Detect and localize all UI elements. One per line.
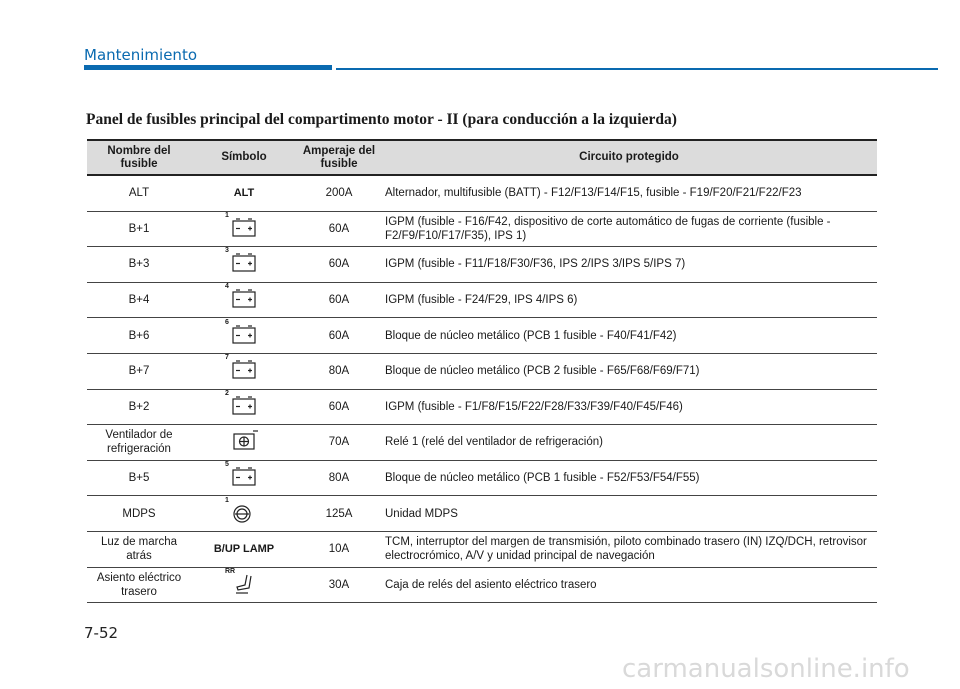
fuse-circuit: IGPM (fusible - F16/F42, dispositivo de corte automático de fugas de corriente (fusible - F2/F9/F10/F17/F35), IPS 1) [381, 211, 877, 247]
fuse-amperage: 30A [297, 567, 381, 603]
fuse-circuit: Bloque de núcleo metálico (PCB 2 fusible - F65/F68/F69/F71) [381, 353, 877, 389]
table-row [87, 425, 877, 461]
table-row [87, 318, 877, 354]
fuse-symbol-cell [191, 389, 297, 425]
battery-icon [214, 211, 274, 239]
watermark: carmanualsonline.info [622, 654, 910, 684]
battery-icon [214, 247, 274, 274]
col-header-name: Nombre del fusible [87, 140, 191, 175]
fuse-circuit: Bloque de núcleo metálico (PCB 1 fusible - F52/F53/F54/F55) [381, 460, 877, 496]
table-row [87, 353, 877, 389]
symbol-index: 5 [225, 461, 229, 469]
fuse-symbol-cell [191, 318, 297, 354]
fuse-name: B+4 [87, 282, 191, 318]
fuse-symbol-cell [191, 247, 297, 283]
table-row [87, 175, 877, 211]
section-title: Mantenimiento [84, 46, 197, 64]
fuse-circuit: Caja de relés del asiento eléctrico trasero [381, 567, 877, 603]
table-row [87, 211, 877, 247]
fuse-circuit: IGPM (fusible - F1/F8/F15/F22/F28/F33/F39/F40/F45/F46) [381, 389, 877, 425]
fuse-symbol-cell [191, 282, 297, 318]
fuse-amperage: 80A [297, 353, 381, 389]
symbol-index: 1 [225, 496, 229, 504]
fuse-name: B+2 [87, 389, 191, 425]
fuse-name: B+1 [87, 211, 191, 247]
table-row [87, 496, 877, 532]
fuse-symbol-cell [191, 175, 297, 211]
header-rule-thin [336, 68, 938, 70]
fuse-amperage: 60A [297, 282, 381, 318]
symbol-index: 6 [225, 318, 229, 326]
fuse-name: B+3 [87, 247, 191, 283]
symbol-index: 1 [225, 211, 229, 219]
fuse-circuit: Unidad MDPS [381, 496, 877, 532]
fuse-amperage: 60A [297, 211, 381, 247]
col-header-amperage: Amperaje del fusible [297, 140, 381, 175]
fuse-table-body [87, 175, 877, 603]
symbol-index: RR [225, 567, 236, 575]
symbol-index: 2 [225, 389, 229, 397]
fuse-amperage: 80A [297, 460, 381, 496]
fuse-name: ALT [87, 175, 191, 211]
table-row [87, 531, 877, 567]
table-row [87, 282, 877, 318]
symbol-text: ALT [233, 187, 255, 200]
fuse-symbol-cell [191, 496, 297, 532]
fuse-circuit: IGPM (fusible - F24/F29, IPS 4/IPS 6) [381, 282, 877, 318]
symbol-index: 3 [225, 247, 229, 255]
fuse-amperage: 10A [297, 531, 381, 567]
fuse-symbol-cell [191, 567, 297, 603]
table-row [87, 389, 877, 425]
fuse-name: MDPS [87, 496, 191, 532]
fuse-circuit: Relé 1 (relé del ventilador de refrigeración) [381, 425, 877, 461]
battery-icon [214, 461, 274, 488]
steering-icon [214, 496, 274, 524]
fuse-amperage: 60A [297, 318, 381, 354]
fuse-circuit: Alternador, multifusible (BATT) - F12/F13/F14/F15, fusible - F19/F20/F21/F22/F23 [381, 175, 877, 211]
fuse-amperage: 60A [297, 389, 381, 425]
fuse-amperage: 200A [297, 175, 381, 211]
table-header-row [87, 140, 877, 175]
fuse-circuit: IGPM (fusible - F11/F18/F30/F36, IPS 2/IPS 3/IPS 5/IPS 7) [381, 247, 877, 283]
fuse-name: Luz de marcha atrás [87, 531, 191, 567]
table-title: Panel de fusibles principal del compartimento motor - II (para conducción a la izquierda) [86, 111, 677, 128]
table-row [87, 460, 877, 496]
fuse-circuit: TCM, interruptor del margen de transmisión, piloto combinado trasero (IN) IZQ/DCH, retrovisor electrocrómico, A/V y unidad principal de navegación [381, 531, 877, 567]
fuse-amperage: 70A [297, 425, 381, 461]
table-row [87, 247, 877, 283]
battery-icon [214, 354, 274, 381]
fuse-symbol-cell [191, 425, 297, 461]
seat-icon [214, 567, 274, 595]
fuse-name: B+7 [87, 353, 191, 389]
col-header-circuit: Circuito protegido [381, 140, 877, 175]
fan-icon [214, 428, 274, 452]
fuse-name: B+5 [87, 460, 191, 496]
symbol-index: 4 [225, 283, 229, 291]
col-header-symbol: Símbolo [191, 140, 297, 175]
fuse-name: Asiento eléctrico trasero [87, 567, 191, 603]
symbol-text: B/UP LAMP [213, 543, 275, 556]
table-row [87, 567, 877, 603]
symbol-index: 7 [225, 354, 229, 362]
fuse-name: B+6 [87, 318, 191, 354]
fuse-symbol-cell [191, 353, 297, 389]
fuse-amperage: 60A [297, 247, 381, 283]
fuse-circuit: Bloque de núcleo metálico (PCB 1 fusible - F40/F41/F42) [381, 318, 877, 354]
battery-icon [214, 283, 274, 310]
fuse-table [87, 139, 877, 603]
fuse-symbol-cell [191, 211, 297, 247]
fuse-symbol-cell [191, 531, 297, 567]
battery-icon [214, 389, 274, 417]
header-rule-thick [84, 65, 332, 70]
page-number: 7-52 [84, 624, 119, 642]
fuse-amperage: 125A [297, 496, 381, 532]
fuse-symbol-cell [191, 460, 297, 496]
battery-icon [214, 318, 274, 346]
fuse-name: Ventilador de refrigeración [87, 425, 191, 461]
